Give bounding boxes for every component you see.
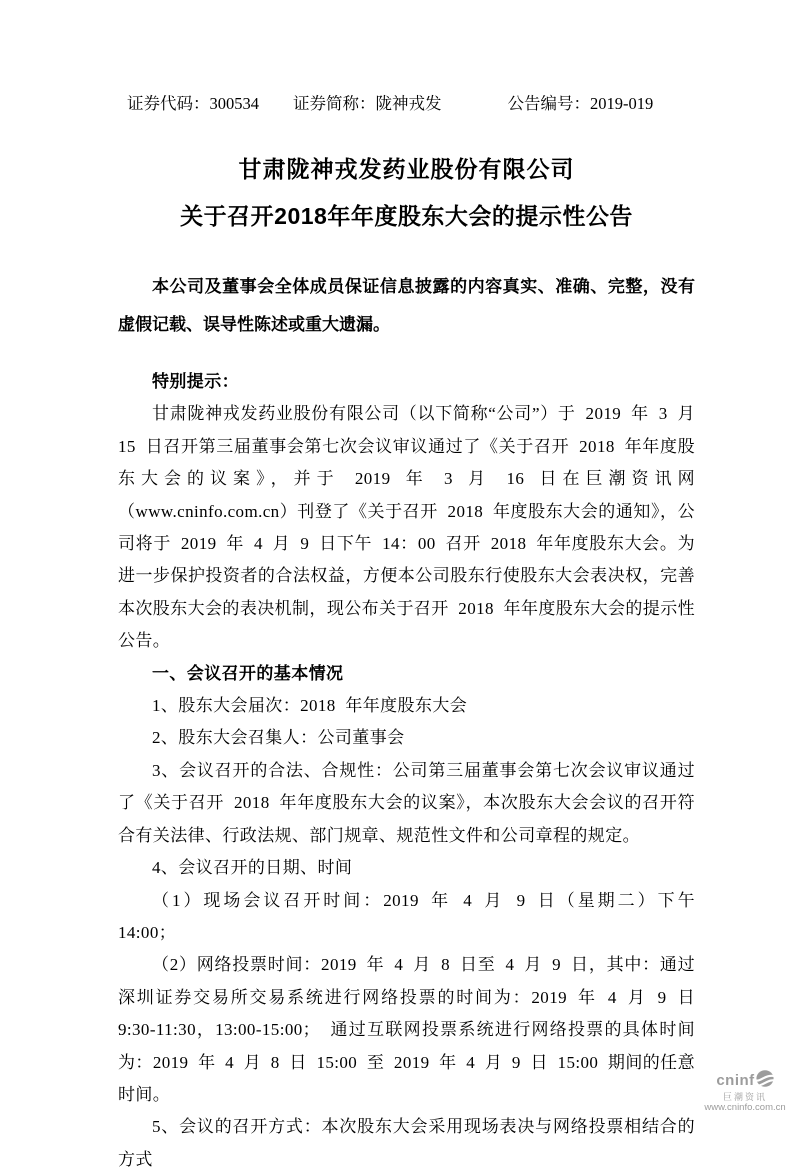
cninfo-chinese-name: 巨潮资讯 [722,1091,767,1102]
company-title: 甘肃陇神戎发药业股份有限公司 [238,156,575,182]
cninfo-wordmark [716,1070,773,1091]
body-text [118,366,695,1176]
doc-info-row [127,94,695,114]
list-item: （2）网络投票时间：2019 年 4 月 8 日至 4 月 9 日，其中：通过深圳证券交易所交易系统进行网络投票的时间为：2019 年 4 月 9 日 9:30-11:30，13:00-15:00； 通过互联网投票系统进行网络投票的具体时间为：2019 年 4 月 8 日 15:00 至 2019 年 4 月 9 日 15:00 期间的任意时间。 [118,955,695,1104]
securities-abbr: 证券简称：陇神戎发 [293,94,442,113]
cninfo-watermark [701,1070,789,1114]
list-item: 4、会议召开的日期、时间 [152,858,353,878]
cninfo-swirl-icon [755,1070,774,1091]
disclaimer-paragraph: 本公司及董事会全体成员保证信息披露的内容真实、准确、完整，没有虚假记载、误导性陈述或重大遗漏。 [118,277,695,334]
list-item: （1）现场会议召开时间：2019 年 4 月 9 日（星期二）下午 14:00； [118,890,695,942]
list-item: 1、股东大会届次：2018 年年度股东大会 [152,696,468,716]
cninfo-url: www.cninfo.com.cn [704,1102,786,1114]
section-heading: 一、会议召开的基本情况 [152,663,344,683]
intro-paragraph: 甘肃陇神戎发药业股份有限公司（以下简称“公司”）于 2019 年 3 月 15 日召开第三届董事会第七次会议审议通过了《关于召开 2018 年年度股东大会的议案》，并于 2019 年 3 月 16 日在巨潮资讯网（www.cninfo.com.cn）刊登了《关于召开 2018 年度股东大会的通知》，公司将于 2019 年 4 月 9 日下午 14：00 召开 2018 年年度股东大会。为进一步保护投资者的合法权益，方便本公司股东行使股东大会表决权，完善本次股东大会的表决机制，现公布关于召开 2018 年年度股东大会的提示性公告。 [118,404,695,651]
list-item: 2、股东大会召集人：公司董事会 [152,728,405,748]
cninfo-wordmark-text: cninf [716,1072,755,1090]
list-item: 5、会议的召开方式：本次股东大会采用现场表决与网络投票相结合的方式 [118,1117,695,1169]
special-notice-label: 特别提示： [152,372,239,391]
securities-code: 证券代码：300534 [127,94,259,113]
announcement-number: 公告编号：2019-019 [507,94,654,113]
list-item: 3、会议召开的合法、合规性：公司第三届董事会第七次会议审议通过了《关于召开 2018 年年度股东大会的议案》，本次股东大会会议的召开符合有关法律、行政法规、部门规章、规范性文件和公司章程的规定。 [118,760,695,845]
announcement-title: 关于召开2018年年度股东大会的提示性公告 [180,203,633,229]
